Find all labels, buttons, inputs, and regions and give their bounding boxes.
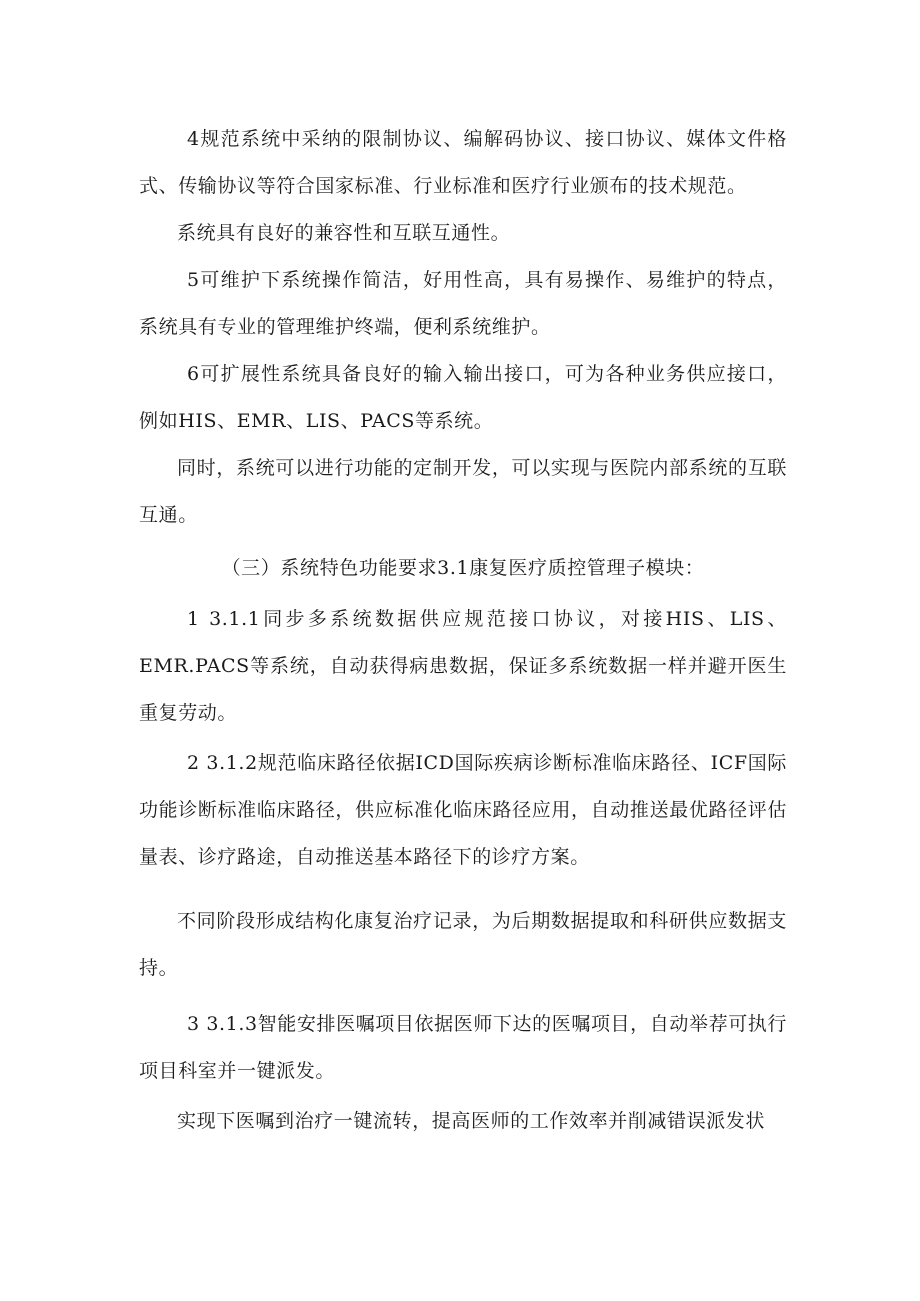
paragraph-standards: 4规范系统中采纳的限制协议、编解码协议、接口协议、媒体文件格式、传输协议等符合国家标准、行业标准和医疗行业颁布的技术规范。: [139, 128, 787, 197]
paragraph-compatibility: 系统具有良好的兼容性和互联互通性。: [177, 222, 511, 244]
paragraph-structured-records: 不同阶段形成结构化康复治疗记录，为后期数据提取和科研供应数据支持。: [139, 910, 787, 979]
paragraph-3-1-3: 3 3.1.3智能安排医嘱项目依据医师下达的医嘱项目，自动举荐可执行项目科室并一键派发。: [139, 1013, 787, 1082]
paragraph-customization: 同时，系统可以进行功能的定制开发，可以实现与医院内部系统的互联互通。: [139, 457, 787, 526]
section-heading: （三）系统特色功能要求3.1康复医疗质控管理子模块：: [221, 557, 705, 579]
paragraph-3-1-1: 1 3.1.1同步多系统数据供应规范接口协议，对接HIS、LIS、EMR.PACS等系统，自动获得病患数据，保证多系统数据一样并避开医生重复劳动。: [139, 608, 787, 724]
paragraph-order-flow: 实现下医嘱到治疗一键流转，提高医师的工作效率并削减错误派发状: [177, 1110, 766, 1132]
paragraph-3-1-2: 2 3.1.2规范临床路径依据ICD国际疾病诊断标准临床路径、ICF国际功能诊断标准临床路径，供应标准化临床路径应用，自动推送最优路径评估量表、诊疗路途，自动推送基本路径下的诊疗方案。: [139, 752, 787, 868]
paragraph-maintainability: 5可维护下系统操作简洁，好用性高，具有易操作、易维护的特点，系统具有专业的管理维护终端，便利系统维护。: [139, 269, 787, 338]
paragraph-extensibility: 6可扩展性系统具备良好的输入输出接口，可为各种业务供应接口，例如HIS、EMR、LIS、PACS等系统。: [139, 363, 787, 432]
